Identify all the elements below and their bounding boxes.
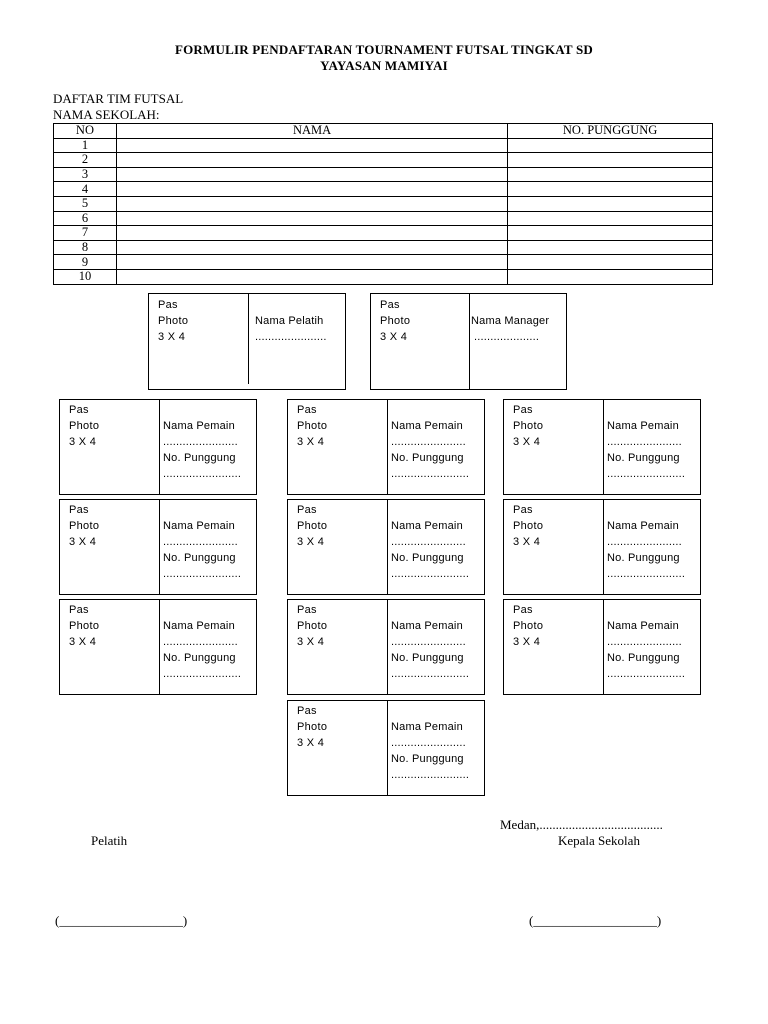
card-divider	[159, 500, 160, 594]
photo-placeholder[interactable]	[513, 402, 543, 450]
name-cell[interactable]	[116, 269, 507, 284]
name-cell[interactable]	[116, 196, 507, 211]
card-divider	[387, 600, 388, 694]
jersey-number-field[interactable]: ........................	[607, 468, 686, 480]
jersey-number-field[interactable]: ........................	[163, 468, 242, 480]
photo-label-size: 3 X 4	[297, 636, 325, 648]
table-row	[54, 211, 713, 226]
player-name-field[interactable]: .......................	[391, 636, 466, 648]
player-card	[503, 399, 701, 495]
photo-label-size: 3 X 4	[69, 436, 97, 448]
coach-signature-blank[interactable]: (___________________)	[55, 913, 188, 928]
principal-signature-blank[interactable]: (___________________)	[529, 913, 662, 928]
player-name-label: Nama Pemain	[391, 721, 463, 733]
table-row	[54, 153, 713, 168]
jersey-number-cell[interactable]	[508, 226, 713, 241]
photo-label-photo: Photo	[69, 620, 100, 632]
jersey-number-label: No. Punggung	[391, 652, 464, 664]
name-cell[interactable]	[116, 226, 507, 241]
photo-label-photo: Photo	[297, 620, 328, 632]
jersey-number-label: No. Punggung	[391, 552, 464, 564]
photo-label-pas: Pas	[69, 504, 89, 516]
player-card	[59, 499, 257, 595]
row-number: 5	[54, 196, 117, 211]
player-card	[287, 599, 485, 695]
form-title-line2: YAYASAN MAMIYAI	[320, 58, 448, 73]
jersey-number-field[interactable]: ........................	[163, 568, 242, 580]
column-header-nama: NAMA	[116, 124, 507, 139]
player-name-field[interactable]: .......................	[391, 436, 466, 448]
photo-label-photo: Photo	[513, 520, 544, 532]
table-row	[54, 182, 713, 197]
player-name-label: Nama Pemain	[163, 420, 235, 432]
player-name-field[interactable]: .......................	[391, 737, 466, 749]
photo-label-size: 3 X 4	[513, 536, 541, 548]
player-name-field[interactable]: .......................	[163, 636, 238, 648]
jersey-number-label: No. Punggung	[163, 452, 236, 464]
photo-label-pas: Pas	[297, 604, 317, 616]
player-card	[59, 399, 257, 495]
jersey-number-cell[interactable]	[508, 269, 713, 284]
manager-name-field[interactable]: ....................	[474, 331, 540, 343]
jersey-number-cell[interactable]	[508, 211, 713, 226]
table-row	[54, 196, 713, 211]
row-number: 8	[54, 240, 117, 255]
player-name-label: Nama Pemain	[391, 420, 463, 432]
coach-name-field[interactable]: ......................	[255, 331, 327, 343]
photo-label-size: 3 X 4	[513, 636, 541, 648]
card-divider	[159, 400, 160, 494]
jersey-number-cell[interactable]	[508, 240, 713, 255]
photo-label-photo: Photo	[297, 420, 328, 432]
list-heading: DAFTAR TIM FUTSAL	[53, 91, 184, 106]
photo-label-size: 3 X 4	[158, 331, 186, 343]
photo-label-photo: Photo	[69, 520, 100, 532]
photo-label-pas: Pas	[513, 404, 533, 416]
jersey-number-field[interactable]: ........................	[391, 568, 470, 580]
principal-signature-label: Kepala Sekolah	[558, 833, 640, 848]
name-cell[interactable]	[116, 240, 507, 255]
photo-label-size: 3 X 4	[297, 737, 325, 749]
player-name-field[interactable]: .......................	[163, 536, 238, 548]
card-divider	[469, 294, 470, 389]
manager-name-label: Nama Manager	[471, 315, 550, 327]
card-divider	[603, 600, 604, 694]
photo-label-pas: Pas	[513, 504, 533, 516]
jersey-number-label: No. Punggung	[163, 552, 236, 564]
player-name-field[interactable]: .......................	[607, 436, 682, 448]
row-number: 4	[54, 182, 117, 197]
player-name-field[interactable]: .......................	[607, 636, 682, 648]
photo-label-pas: Pas	[69, 404, 89, 416]
photo-placeholder[interactable]	[297, 602, 327, 650]
name-cell[interactable]	[116, 211, 507, 226]
name-cell[interactable]	[116, 255, 507, 270]
player-name-field[interactable]: .......................	[163, 436, 238, 448]
photo-label-size: 3 X 4	[380, 331, 408, 343]
manager-card	[370, 293, 567, 390]
photo-label-size: 3 X 4	[297, 436, 325, 448]
row-number: 9	[54, 255, 117, 270]
photo-label-pas: Pas	[69, 604, 89, 616]
photo-label-pas: Pas	[380, 299, 400, 311]
jersey-number-label: No. Punggung	[607, 452, 680, 464]
jersey-number-field[interactable]: ........................	[163, 668, 242, 680]
photo-placeholder[interactable]	[297, 402, 327, 450]
card-divider	[387, 701, 388, 795]
photo-label-photo: Photo	[513, 620, 544, 632]
table-row	[54, 167, 713, 182]
photo-placeholder[interactable]	[69, 502, 99, 550]
table-header-row	[54, 124, 713, 139]
photo-placeholder[interactable]	[158, 297, 188, 345]
player-card	[287, 399, 485, 495]
jersey-number-field[interactable]: ........................	[391, 769, 470, 781]
row-number: 3	[54, 167, 117, 182]
photo-label-pas: Pas	[297, 404, 317, 416]
jersey-number-label: No. Punggung	[391, 753, 464, 765]
photo-label-pas: Pas	[297, 705, 317, 717]
player-name-label: Nama Pemain	[607, 420, 679, 432]
photo-label-photo: Photo	[69, 420, 100, 432]
row-number: 7	[54, 226, 117, 241]
photo-label-pas: Pas	[297, 504, 317, 516]
player-name-label: Nama Pemain	[391, 620, 463, 632]
photo-label-photo: Photo	[297, 721, 328, 733]
photo-label-size: 3 X 4	[69, 536, 97, 548]
jersey-number-label: No. Punggung	[607, 552, 680, 564]
photo-label-photo: Photo	[297, 520, 328, 532]
place-date-line[interactable]: Medan,......................................	[500, 817, 663, 832]
photo-label-photo: Photo	[158, 315, 189, 327]
row-number: 1	[54, 138, 117, 153]
player-name-label: Nama Pemain	[163, 620, 235, 632]
form-title-line1: FORMULIR PENDAFTARAN TOURNAMENT FUTSAL TINGKAT SD	[174, 42, 594, 57]
jersey-number-cell[interactable]	[508, 167, 713, 182]
photo-placeholder[interactable]	[513, 502, 543, 550]
jersey-number-field[interactable]: ........................	[391, 468, 470, 480]
photo-label-size: 3 X 4	[513, 436, 541, 448]
table-row	[54, 240, 713, 255]
coach-card	[148, 293, 346, 390]
jersey-number-cell[interactable]	[508, 255, 713, 270]
column-header-no: NO	[54, 124, 117, 139]
table-row	[54, 269, 713, 284]
jersey-number-label: No. Punggung	[607, 652, 680, 664]
photo-label-size: 3 X 4	[69, 636, 97, 648]
player-card	[287, 499, 485, 595]
jersey-number-label: No. Punggung	[163, 652, 236, 664]
name-cell[interactable]	[116, 153, 507, 168]
jersey-number-label: No. Punggung	[391, 452, 464, 464]
jersey-number-field[interactable]: ........................	[607, 568, 686, 580]
player-name-field[interactable]: .......................	[391, 536, 466, 548]
table-row	[54, 138, 713, 153]
photo-label-photo: Photo	[513, 420, 544, 432]
name-cell[interactable]	[116, 167, 507, 182]
name-cell[interactable]	[116, 182, 507, 197]
card-divider	[387, 500, 388, 594]
jersey-number-field[interactable]: ........................	[391, 668, 470, 680]
player-card	[287, 700, 485, 796]
photo-placeholder[interactable]	[297, 703, 327, 751]
photo-placeholder[interactable]	[380, 297, 410, 345]
player-name-label: Nama Pemain	[607, 520, 679, 532]
player-name-label: Nama Pemain	[607, 620, 679, 632]
jersey-number-cell[interactable]	[508, 153, 713, 168]
coach-signature-label: Pelatih	[91, 833, 128, 848]
jersey-number-cell[interactable]	[508, 138, 713, 153]
card-divider	[603, 400, 604, 494]
team-roster-table	[53, 123, 713, 285]
row-number: 2	[54, 153, 117, 168]
coach-name-label: Nama Pelatih	[255, 315, 324, 327]
photo-placeholder[interactable]	[69, 402, 99, 450]
jersey-number-cell[interactable]	[508, 182, 713, 197]
column-header-no-punggung: NO. PUNGGUNG	[508, 124, 713, 139]
player-name-label: Nama Pemain	[391, 520, 463, 532]
name-cell[interactable]	[116, 138, 507, 153]
photo-label-size: 3 X 4	[297, 536, 325, 548]
player-card	[503, 599, 701, 695]
table-row	[54, 255, 713, 270]
photo-placeholder[interactable]	[297, 502, 327, 550]
player-name-label: Nama Pemain	[163, 520, 235, 532]
jersey-number-cell[interactable]	[508, 196, 713, 211]
card-divider	[387, 400, 388, 494]
row-number: 6	[54, 211, 117, 226]
card-divider	[159, 600, 160, 694]
player-name-field[interactable]: .......................	[607, 536, 682, 548]
school-name-label: NAMA SEKOLAH:	[53, 107, 160, 122]
player-card	[503, 499, 701, 595]
table-row	[54, 226, 713, 241]
photo-label-photo: Photo	[380, 315, 411, 327]
jersey-number-field[interactable]: ........................	[607, 668, 686, 680]
photo-label-pas: Pas	[158, 299, 178, 311]
photo-placeholder[interactable]	[513, 602, 543, 650]
row-number: 10	[54, 269, 117, 284]
card-divider	[248, 294, 249, 384]
photo-label-pas: Pas	[513, 604, 533, 616]
photo-placeholder[interactable]	[69, 602, 99, 650]
card-divider	[603, 500, 604, 594]
player-card	[59, 599, 257, 695]
